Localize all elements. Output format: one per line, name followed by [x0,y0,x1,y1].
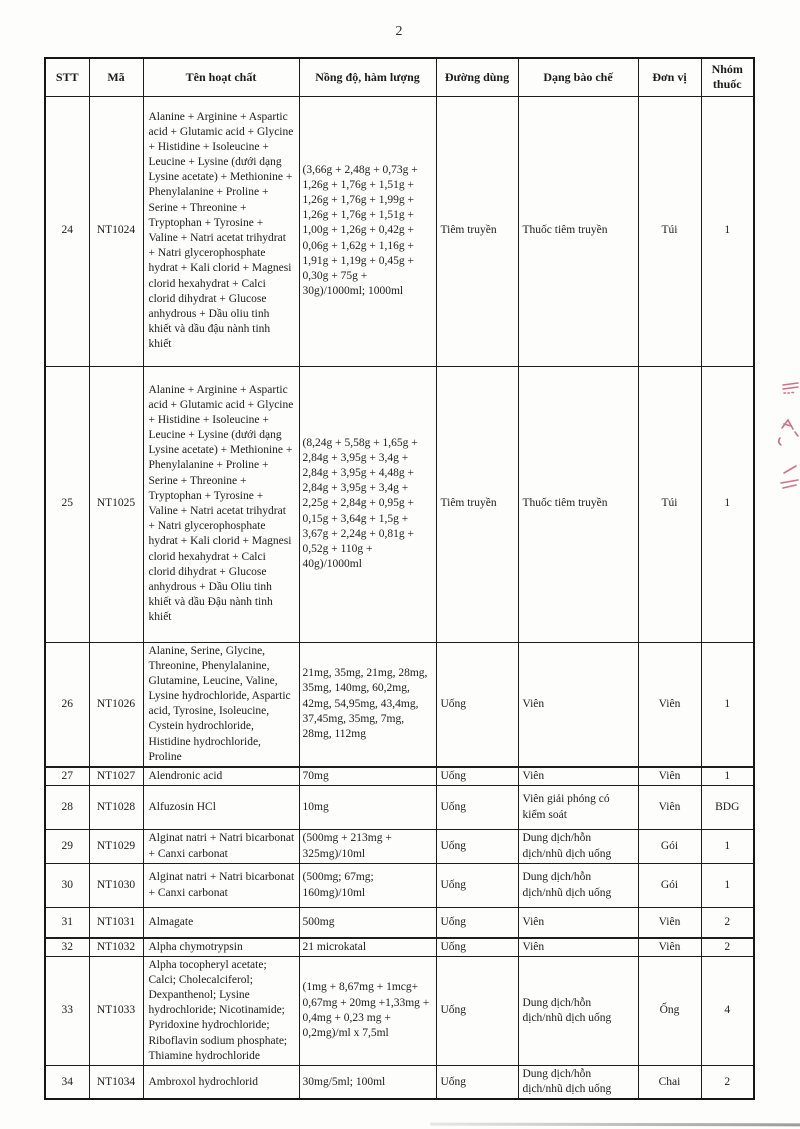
cell-active-ingredient: Alanine, Serine, Glycine, Threonine, Phenylalanine, Glutamine, Leucine, Valine, Lysine hydrochloride, Aspartic acid, Tyrosine, Isoleucine, Cystein hydrochloride, Histidine hydrochloride, Proline [143,642,299,767]
cell-unit: Gói [638,864,701,908]
cell-ma: NT1032 [89,938,143,957]
header-row [45,58,754,96]
cell-concentration: 70mg [299,767,436,786]
cell-ma: NT1028 [89,786,143,830]
cell-active-ingredient: Almagate [143,908,299,938]
table-row [45,767,754,786]
col-header-route: Đường dùng [436,58,518,96]
col-header-dosage-form: Dạng bào chế [518,58,638,96]
cell-unit: Ống [638,956,701,1065]
cell-ma: NT1027 [89,767,143,786]
cell-unit: Viên [638,786,701,830]
cell-active-ingredient: Alginat natri + Natri bicarbonat + Canxi carbonat [143,830,299,864]
page-number: 2 [395,24,403,39]
cell-route: Tiêm truyền [436,96,518,366]
cell-drug-group: 2 [701,1065,754,1099]
cell-drug-group: 4 [701,956,754,1065]
cell-active-ingredient: Alfuzosin HCl [143,786,299,830]
cell-active-ingredient: Alanine + Arginine + Aspartic acid + Glutamic acid + Glycine + Histidine + Isoleucine + Leucine + Lysine (dưới dạng Lysine acetate) + Methionine + Phenylalanine + Proline + Serine + Threonine + Tryptophan + Tyrosine + Valine + Natri acetat trihydrat + Natri glycerophosphate hydrat + Kali clorid + Magnesi clorid hexahydrat + Calci clorid dihydrat + Glucose anhydrous + Dầu oliu tinh khiết và dầu đậu nành tinh khiết [143,96,299,366]
cell-route: Uống [436,1065,518,1099]
cell-stt: 25 [45,366,89,642]
cell-ma: NT1025 [89,366,143,642]
col-header-stt: STT [45,58,89,96]
cell-concentration: 21mg, 35mg, 21mg, 28mg, 35mg, 140mg, 60,2mg, 42mg, 54,95mg, 43,4mg, 37,45mg, 35mg, 7mg, 28mg, 112mg [299,642,436,767]
cell-route: Uống [436,830,518,864]
cell-concentration: (1mg + 8,67mg + 1mcg+ 0,67mg + 20mg +1,33mg + 0,4mg + 0,23 mg + 0,2mg)/ml x 7,5ml [299,956,436,1065]
cell-stt: 27 [45,767,89,786]
cell-ma: NT1024 [89,96,143,366]
cell-drug-group: 1 [701,830,754,864]
cell-route: Tiêm truyền [436,366,518,642]
cell-unit: Viên [638,938,701,957]
cell-drug-group: 2 [701,938,754,957]
cell-stt: 28 [45,786,89,830]
table-row [45,864,754,908]
cell-route: Uống [436,786,518,830]
cell-stt: 32 [45,938,89,957]
cell-active-ingredient: Alanine + Arginine + Aspartic acid + Glutamic acid + Glycine + Histidine + Isoleucine + Leucine + Lysine (dưới dạng Lysine acetate) + Methionine + Phenylalanine + Proline + Serine + Threonine + Tryptophan + Tyrosine + Valine + Natri acetat trihydrat + Natri glycerophosphate hydrat + Kali clorid + Magnesi clorid hexahydrat + Calci clorid dihydrat + Glucose anhydrous + Dầu Oliu tinh khiết và dầu Đậu nành tinh khiết [143,366,299,642]
cell-stt: 29 [45,830,89,864]
col-header-ma: Mã [89,58,143,96]
table-row [45,830,754,864]
cell-ma: NT1029 [89,830,143,864]
cell-drug-group: 1 [701,366,754,642]
col-header-active-ingredient: Tên hoạt chất [143,58,299,96]
handwritten-red-margin-mark [774,372,800,507]
cell-unit: Túi [638,96,701,366]
cell-dosage-form: Viên [518,767,638,786]
cell-stt: 30 [45,864,89,908]
cell-route: Uống [436,864,518,908]
table-row [45,1065,754,1099]
cell-unit: Viên [638,908,701,938]
cell-drug-group: 1 [701,96,754,366]
cell-route: Uống [436,938,518,957]
cell-concentration: 10mg [299,786,436,830]
cell-dosage-form: Viên [518,908,638,938]
table-row [45,366,754,642]
cell-concentration: (500mg; 67mg; 160mg)/10ml [299,864,436,908]
cell-concentration: 500mg [299,908,436,938]
cell-dosage-form: Thuốc tiêm truyền [518,366,638,642]
cell-active-ingredient: Alginat natri + Natri bicarbonat + Canxi carbonat [143,864,299,908]
table-row [45,96,754,366]
cell-dosage-form: Dung dịch/hỗn dịch/nhũ dịch uống [518,956,638,1065]
cell-unit: Viên [638,642,701,767]
cell-dosage-form: Viên [518,642,638,767]
cell-drug-group: 1 [701,767,754,786]
scan-edge-artifact [430,1123,800,1127]
drug-list-table [44,57,755,1100]
cell-dosage-form: Dung dịch/hỗn dịch/nhũ dịch uống [518,830,638,864]
cell-active-ingredient: Alpha chymotrypsin [143,938,299,957]
cell-dosage-form: Viên [518,938,638,957]
cell-ma: NT1034 [89,1065,143,1099]
cell-concentration: (8,24g + 5,58g + 1,65g + 2,84g + 3,95g + 3,4g + 2,84g + 3,95g + 4,48g + 2,84g + 3,95g + 3,4g + 2,25g + 2,84g + 0,95g + 0,15g + 3,64g + 1,5g + 3,67g + 2,24g + 0,81g + 0,52g + 110g + 40g)/1000ml [299,366,436,642]
cell-concentration: (3,66g + 2,48g + 0,73g + 1,26g + 1,76g + 1,51g + 1,26g + 1,76g + 1,99g + 1,26g + 1,76g + 1,51g + 1,00g + 1,26g + 0,42g + 0,06g + 1,62g + 1,16g + 1,91g + 1,19g + 0,45g + 0,30g + 75g + 30g)/1000ml; 1000ml [299,96,436,366]
cell-dosage-form: Viên giải phóng có kiểm soát [518,786,638,830]
cell-unit: Viên [638,767,701,786]
cell-drug-group: 1 [701,642,754,767]
cell-ma: NT1031 [89,908,143,938]
cell-unit: Túi [638,366,701,642]
cell-route: Uống [436,642,518,767]
cell-dosage-form: Thuốc tiêm truyền [518,96,638,366]
cell-unit: Gói [638,830,701,864]
cell-ma: NT1026 [89,642,143,767]
col-header-concentration: Nồng độ, hàm lượng [299,58,436,96]
cell-drug-group: 2 [701,908,754,938]
cell-ma: NT1033 [89,956,143,1065]
cell-ma: NT1030 [89,864,143,908]
cell-route: Uống [436,767,518,786]
table-row [45,786,754,830]
cell-stt: 26 [45,642,89,767]
table-row [45,908,754,938]
cell-unit: Chai [638,1065,701,1099]
table-row [45,938,754,957]
cell-route: Uống [436,908,518,938]
cell-active-ingredient: Ambroxol hydrochlorid [143,1065,299,1099]
cell-drug-group: 1 [701,864,754,908]
cell-active-ingredient: Alpha tocopheryl acetate; Calci; Cholecalciferol; Dexpanthenol; Lysine hydrochloride; Nicotinamide; Pyridoxine hydrochloride; Riboflavin sodium phosphate; Thiamine hydrochloride [143,956,299,1065]
col-header-drug-group: Nhóm thuốc [701,58,754,96]
cell-active-ingredient: Alendronic acid [143,767,299,786]
col-header-unit: Đơn vị [638,58,701,96]
cell-stt: 24 [45,96,89,366]
cell-stt: 34 [45,1065,89,1099]
cell-dosage-form: Dung dịch/hỗn dịch/nhũ dịch uống [518,864,638,908]
table-row [45,956,754,1065]
cell-stt: 31 [45,908,89,938]
cell-dosage-form: Dung dịch/hỗn dịch/nhũ dịch uống [518,1065,638,1099]
cell-concentration: 21 microkatal [299,938,436,957]
cell-stt: 33 [45,956,89,1065]
cell-concentration: (500mg + 213mg + 325mg)/10ml [299,830,436,864]
cell-route: Uống [436,956,518,1065]
cell-drug-group: BDG [701,786,754,830]
cell-concentration: 30mg/5ml; 100ml [299,1065,436,1099]
table-row [45,642,754,767]
